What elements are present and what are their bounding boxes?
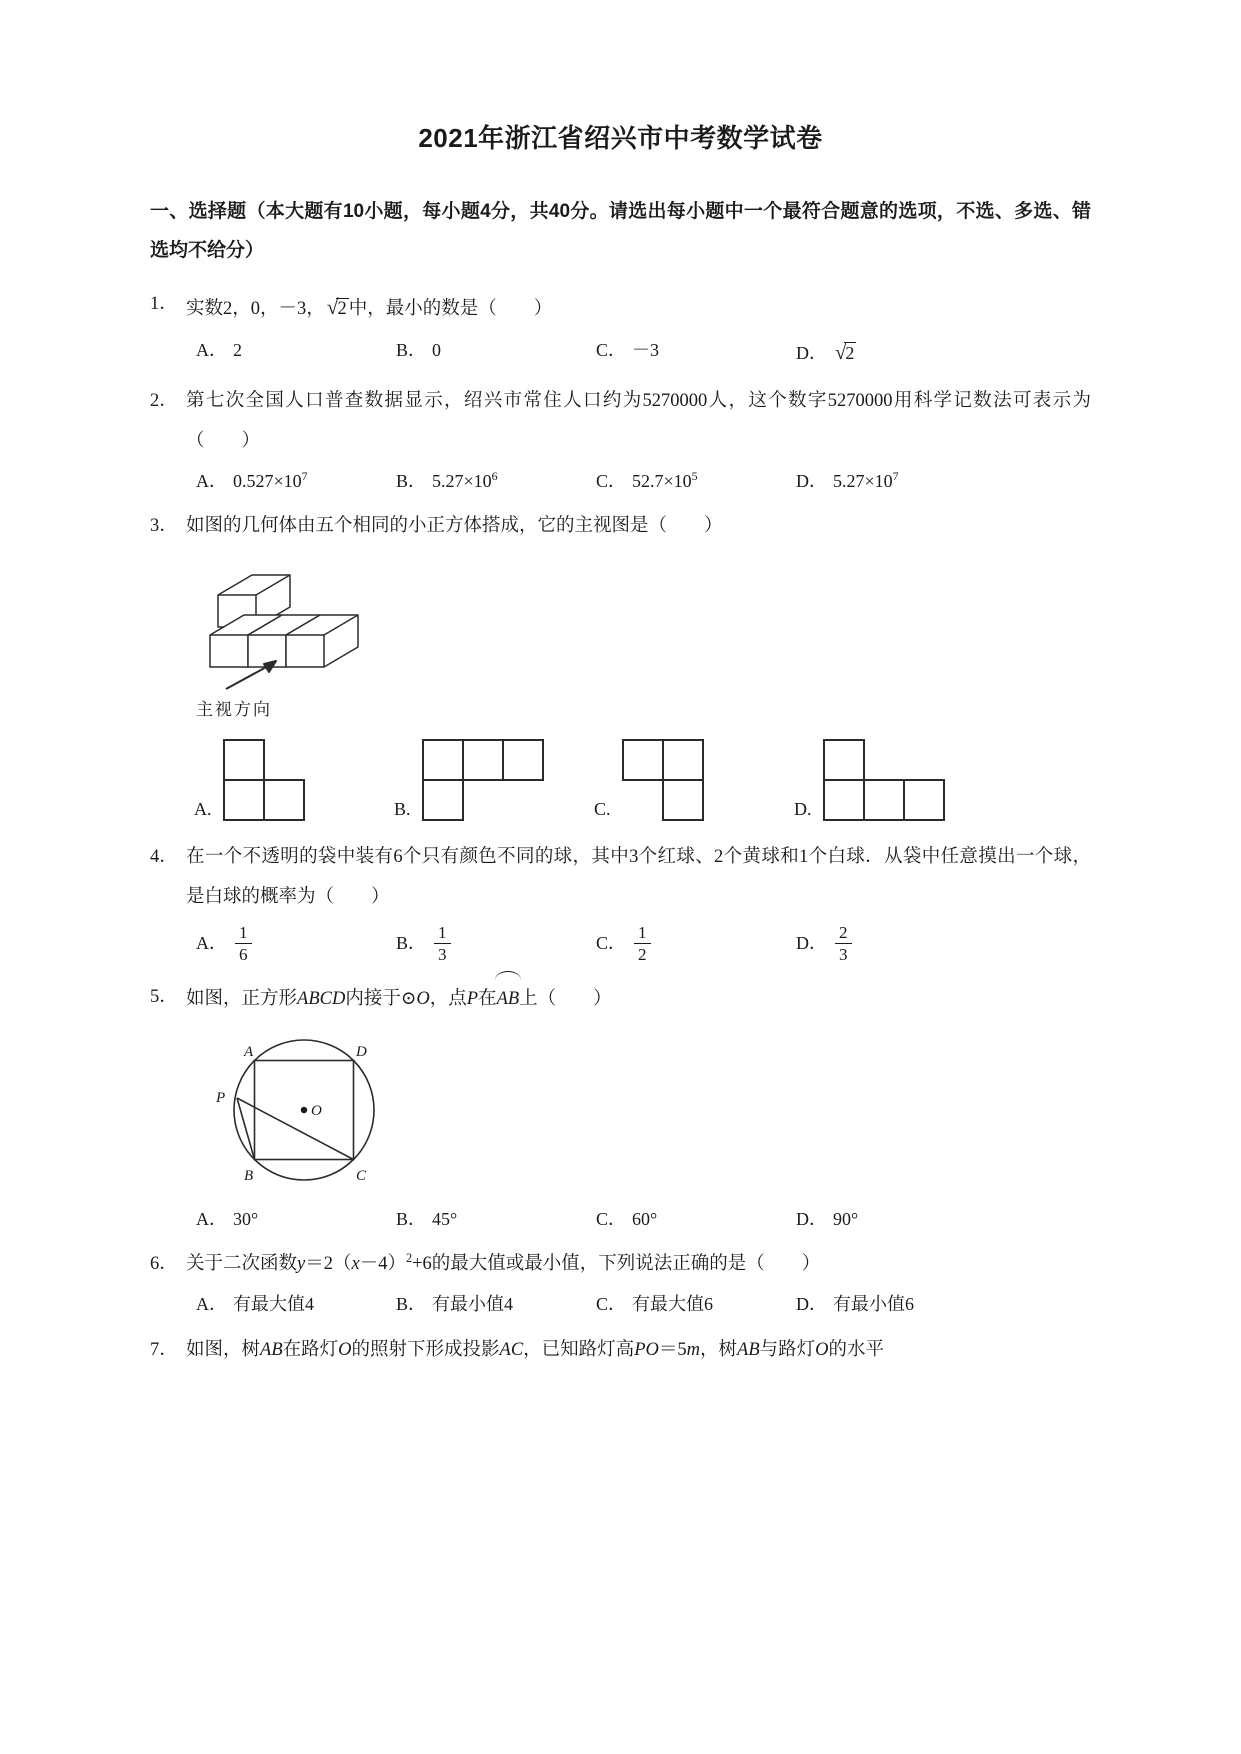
question-2 [150,382,1091,501]
option-6-b[interactable] [396,1285,596,1325]
question-1-stem [150,285,1091,331]
option-4-c[interactable] [596,918,796,968]
option-2-c-mantissa: 52.7×10 [632,470,692,491]
option-3-d-label: D. [794,799,812,820]
option-5-d-label: D． [796,1208,827,1229]
question-1-number: 1． [150,293,178,314]
vertex-label-d: D [356,1043,367,1060]
option-1-a-text: 2 [233,339,242,360]
option-6-c-text: 有最大值6 [632,1294,714,1315]
option-5-c-label: C． [596,1208,627,1229]
option-4-a-label: A． [196,932,227,953]
radicand: 2 [337,298,347,319]
unit-m: m [686,1339,700,1360]
question-5-options [150,1200,1091,1240]
option-1-c-text: －3 [632,339,660,360]
exponent-2: 2 [405,1251,413,1266]
option-6-b-text: 有最小值4 [432,1294,514,1315]
arc-ab-text: AB [496,988,520,1009]
option-6-b-label: B． [396,1294,427,1315]
option-2-b[interactable] [396,462,596,502]
question-7-text-part-5: ＝5 [658,1339,687,1360]
section-heading: 一、选择题（本大题有10小题，每小题4分，共40分。请选出每小题中一个最符合题意的选项，不选、多选、错选均不给分） [150,201,1091,261]
question-2-number: 2． [150,391,178,412]
option-6-d-text: 有最小值6 [833,1294,914,1315]
option-1-a[interactable] [196,331,396,377]
option-4-b-label: B． [396,932,427,953]
option-4-b[interactable] [396,918,596,968]
option-2-d[interactable] [796,462,1091,502]
question-7-text-part-6: ，树 [700,1339,738,1360]
question-1-text-part-1: 实数2，0，－3， [186,298,325,319]
question-1-options [150,331,1091,377]
label-p: P [466,988,479,1009]
question-6-text-part-1: 关于二次函数 [186,1254,298,1275]
radicand: 2 [845,342,855,363]
variable-y: y [297,1254,306,1275]
option-2-c[interactable] [596,462,796,502]
question-6-text-part-2: ＝2（ [305,1254,352,1275]
question-2-text: 第七次全国人口普查数据显示，绍兴市常住人口约为5270000人，这个数字5270000用科学记数法可表示为（ ） [186,391,1091,451]
option-2-b-exponent: 6 [491,468,498,483]
option-2-b-mantissa: 5.27×10 [432,470,492,491]
label-o-2: O [815,1339,829,1360]
question-7 [150,1331,1091,1371]
option-3-b-label: B. [394,799,411,820]
question-3-number: 3． [150,516,178,537]
option-1-b-label: B． [396,339,427,360]
page-title: 2021年浙江省绍兴市中考数学试卷 [418,123,823,153]
option-2-d-exponent: 7 [892,468,899,483]
variable-x: x [351,1254,360,1275]
option-2-a[interactable] [196,462,396,502]
option-5-c-text: 60° [632,1208,658,1229]
option-6-c[interactable] [596,1285,796,1325]
question-6-text-part-3: －4） [359,1254,406,1275]
inscribed-square-svg [204,1028,424,1193]
option-2-a-label: A． [196,470,227,491]
option-5-b[interactable] [396,1200,596,1240]
question-1 [150,285,1091,376]
segment-pb [237,1098,255,1160]
question-7-text-part-3: 的照射下形成投影 [351,1339,500,1360]
view-direction-arrow [226,665,270,689]
option-5-d-text: 90° [833,1208,859,1229]
question-5-text-part-2: 内接于⊙ [345,988,417,1009]
question-7-text-part-8: 的水平 [828,1339,885,1360]
option-1-d[interactable] [796,331,1091,377]
option-6-a-text: 有最大值4 [233,1294,314,1315]
option-3-c-shape [621,738,705,822]
fraction-numerator: 1 [434,923,451,944]
question-2-stem [150,382,1091,462]
question-6-number: 6． [150,1254,178,1275]
fraction [835,923,852,964]
question-7-text-part-2: 在路灯 [282,1339,339,1360]
question-7-text-part-4: ，已知路灯高 [523,1339,635,1360]
question-6-text-part-4: +6的最大值或最小值，下列说法正确的是（ ） [412,1254,821,1275]
fraction-denominator: 2 [638,944,647,964]
label-ab: AB [260,1339,283,1360]
cube-solid-svg [204,557,404,692]
question-3 [150,507,1091,822]
fraction [235,923,252,964]
option-2-d-mantissa: 5.27×10 [833,470,893,491]
question-6-options [150,1285,1091,1325]
option-3-d-shape [822,738,948,822]
option-2-b-label: B． [396,470,427,491]
option-2-a-exponent: 7 [301,468,308,483]
question-1-text-part-2: 中，最小的数是（ ） [348,298,553,319]
arc-cap-icon [495,971,521,980]
question-7-text-part-1: 如图，树 [186,1339,261,1360]
label-abcd: ABCD [297,988,346,1009]
option-5-a-label: A． [196,1208,227,1229]
question-3-text: 如图的几何体由五个相同的小正方体搭成，它的主视图是（ ） [186,516,723,537]
question-5-text-part-5: 上（ ） [519,988,612,1009]
option-3-b-shape [421,738,547,822]
option-4-a[interactable] [196,918,396,968]
sqrt-symbol: √2 [326,294,347,319]
question-5-number: 5． [150,986,178,1007]
center-point-o [301,1107,307,1113]
fraction-numerator: 1 [235,923,252,944]
option-2-a-mantissa: 0.527×10 [233,470,302,491]
question-5-text-part-1: 如图，正方形 [186,988,298,1009]
option-3-d[interactable] [794,738,994,822]
fraction-numerator: 1 [634,923,651,944]
option-1-c[interactable] [596,331,796,377]
option-1-c-label: C． [596,339,627,360]
option-3-b[interactable] [394,738,594,822]
question-3-options [150,738,1091,822]
option-5-b-text: 45° [432,1208,458,1229]
center-label-o: O [311,1102,322,1119]
option-4-d-label: D． [796,932,827,953]
vertex-label-p: P [216,1089,226,1106]
question-4-options [150,918,1091,968]
option-1-a-label: A． [196,339,227,360]
question-4 [150,838,1091,968]
question-4-stem [150,838,1091,918]
label-ab-2: AB [737,1339,760,1360]
question-6 [150,1245,1091,1324]
vertex-label-a: A [244,1043,254,1060]
option-3-c-label: C. [594,799,611,820]
option-6-d[interactable] [796,1285,1091,1325]
vertex-label-c: C [356,1167,367,1184]
option-5-a[interactable] [196,1200,396,1240]
question-3-stem [150,507,1091,547]
question-4-number: 4． [150,847,178,868]
label-o: O [338,1339,352,1360]
option-3-a-label: A. [194,799,212,820]
option-3-c[interactable] [594,738,794,822]
option-3-a-shape [222,738,306,822]
label-ac: AC [499,1339,524,1360]
question-5-text-part-4: 在 [478,988,497,1009]
question-7-number: 7． [150,1339,178,1360]
option-6-d-label: D． [796,1294,827,1315]
option-1-b-text: 0 [432,339,442,360]
option-5-b-label: B． [396,1208,427,1229]
arc-ab-notation [497,978,520,1020]
option-6-a-label: A． [196,1294,227,1315]
vertex-label-b: B [244,1167,254,1184]
option-1-d-label: D． [796,342,827,363]
option-6-a[interactable] [196,1285,396,1325]
question-7-stem [150,1331,1091,1371]
option-5-c[interactable] [596,1200,796,1240]
option-5-d[interactable] [796,1200,1091,1240]
question-2-options [150,462,1091,502]
fraction [634,923,651,964]
option-1-b[interactable] [396,331,596,377]
sqrt-symbol: √2 [835,341,855,364]
fraction [434,923,451,964]
question-5-text-part-3: ，点 [429,988,467,1009]
option-2-d-label: D． [796,470,827,491]
cube-solid-figure [204,557,1091,697]
question-7-text-part-7: 与路灯 [759,1339,816,1360]
fraction-denominator: 3 [839,944,848,964]
label-po: PO [634,1339,659,1360]
question-5-stem [150,978,1091,1020]
option-3-a[interactable] [194,738,394,822]
view-direction-label: 主视方向 [196,700,272,720]
option-2-c-label: C． [596,470,627,491]
option-5-a-text: 30° [233,1208,259,1229]
fraction-numerator: 2 [835,923,852,944]
option-4-c-label: C． [596,932,627,953]
question-4-text: 在一个不透明的袋中装有6个只有颜色不同的球，其中3个红球、2个黄球和1个白球．从袋中任意摸出一个球，是白球的概率为（ ） [186,847,1091,907]
option-6-c-label: C． [596,1294,627,1315]
question-6-stem [150,1245,1091,1285]
inscribed-square-figure [204,1028,1091,1198]
fraction-denominator: 3 [438,944,447,964]
question-5 [150,978,1091,1239]
option-2-c-exponent: 5 [691,468,698,483]
label-o: O [416,988,430,1009]
option-4-d[interactable] [796,918,1091,968]
fraction-denominator: 6 [239,944,248,964]
